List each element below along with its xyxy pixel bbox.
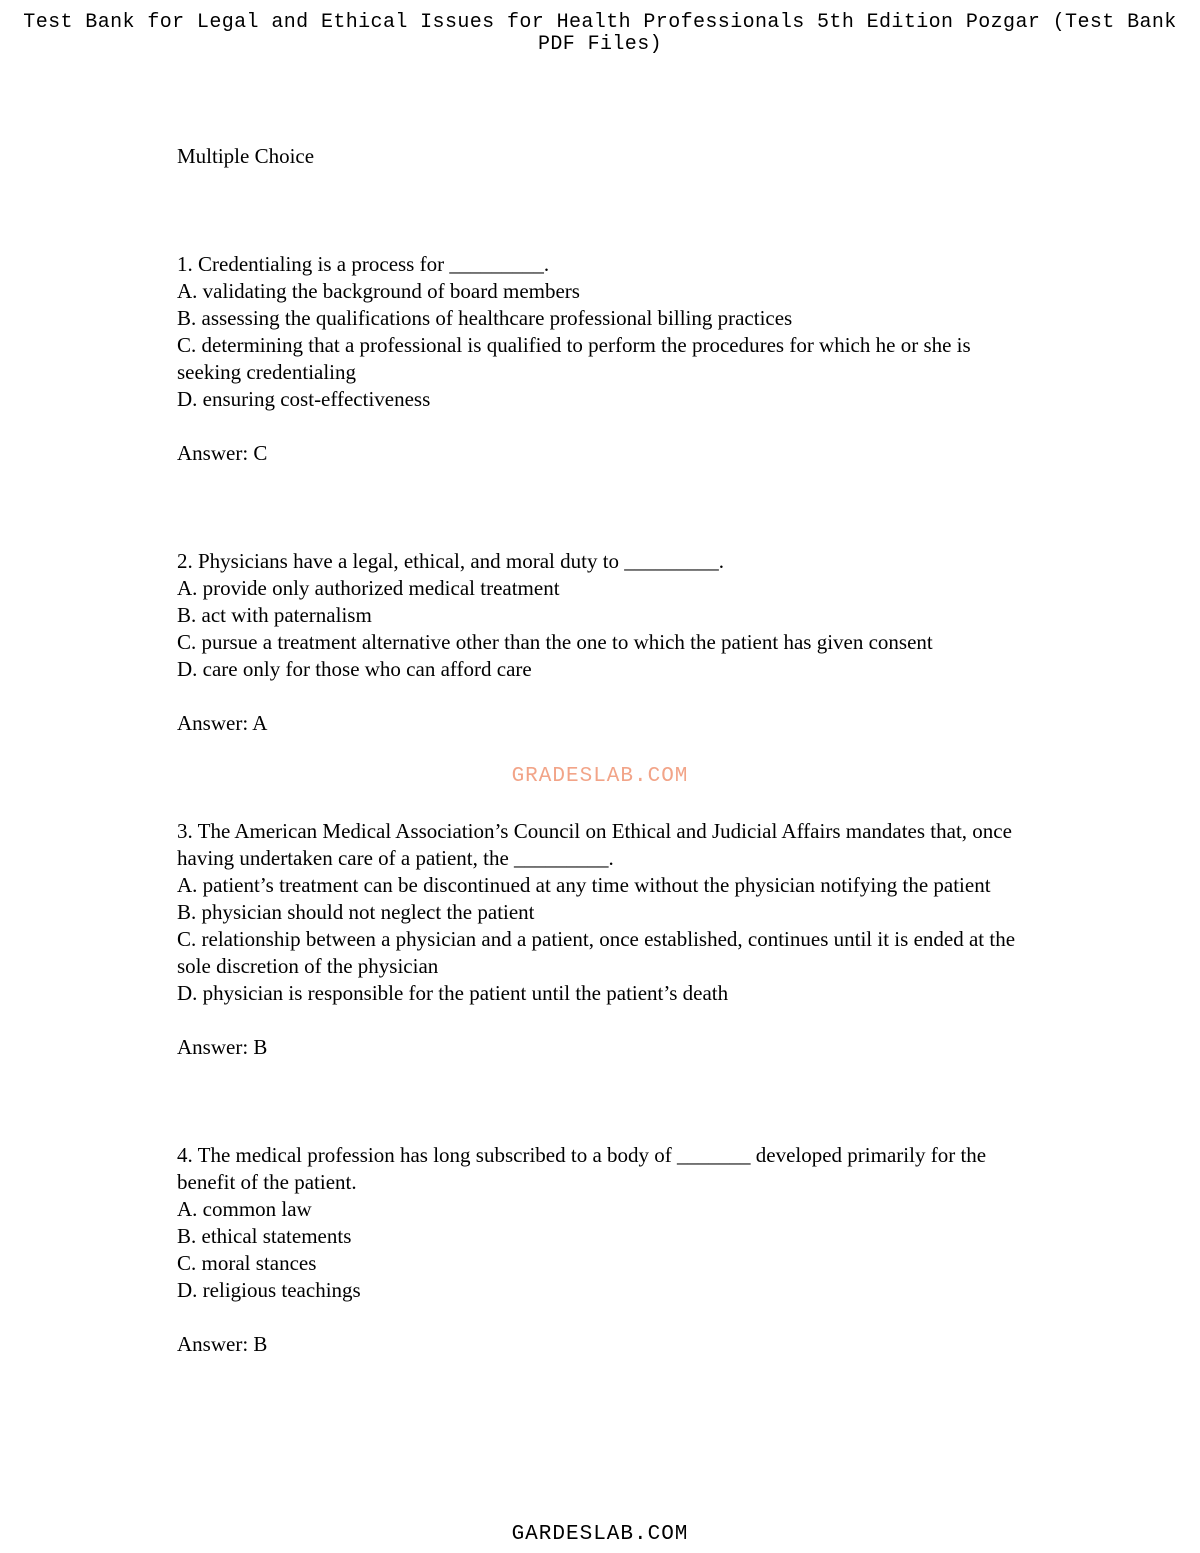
option-a: A. common law	[177, 1197, 312, 1221]
document-body	[177, 143, 1037, 1358]
question-4	[177, 1142, 1037, 1358]
option-b: B. assessing the qualifications of healthcare professional billing practices	[177, 306, 793, 330]
question-stem: 1. Credentialing is a process for _________.	[177, 252, 550, 276]
option-d: D. religious teachings	[177, 1278, 361, 1302]
option-a: A. provide only authorized medical treatment	[177, 576, 560, 600]
question-stem: 2. Physicians have a legal, ethical, and moral duty to _________.	[177, 549, 725, 573]
option-b: B. act with paternalism	[177, 603, 372, 627]
answer: Answer: B	[177, 1035, 268, 1059]
option-b: B. ethical statements	[177, 1224, 352, 1248]
option-c: C. pursue a treatment alternative other than the one to which the patient has given consent	[177, 630, 933, 654]
section-title: Multiple Choice	[177, 144, 315, 168]
option-c: C. moral stances	[177, 1251, 317, 1275]
option-c: C. relationship between a physician and a patient, once established, continues until it is ended at the sole discretion of the physician	[177, 927, 1016, 978]
answer: Answer: C	[177, 441, 268, 465]
option-d: D. ensuring cost-effectiveness	[177, 387, 431, 411]
option-d: D. physician is responsible for the patient until the patient’s death	[177, 981, 729, 1005]
option-c: C. determining that a professional is qualified to perform the procedures for which he or she is seeking credentialing	[177, 333, 971, 384]
question-stem: 3. The American Medical Association’s Council on Ethical and Judicial Affairs mandates that, once having undertaken care of a patient, the _________.	[177, 819, 1012, 870]
question-2	[177, 548, 1037, 737]
option-b: B. physician should not neglect the patient	[177, 900, 535, 924]
question-1	[177, 251, 1037, 467]
question-stem: 4. The medical profession has long subscribed to a body of _______ developed primarily for the benefit of the patient.	[177, 1143, 987, 1194]
option-d: D. care only for those who can afford care	[177, 657, 532, 681]
option-a: A. patient’s treatment can be discontinued at any time without the physician notifying the patient	[177, 873, 991, 897]
footer-watermark: GARDESLAB.COM	[511, 1523, 689, 1546]
option-a: A. validating the background of board members	[177, 279, 580, 303]
document-header: Test Bank for Legal and Ethical Issues for Health Professionals 5th Edition Pozgar (Test Bank PDF Files)	[23, 11, 1177, 56]
answer: Answer: A	[177, 711, 268, 735]
answer: Answer: B	[177, 1332, 268, 1356]
watermark-mid: GRADESLAB.COM	[511, 765, 689, 788]
question-3	[177, 818, 1037, 1061]
